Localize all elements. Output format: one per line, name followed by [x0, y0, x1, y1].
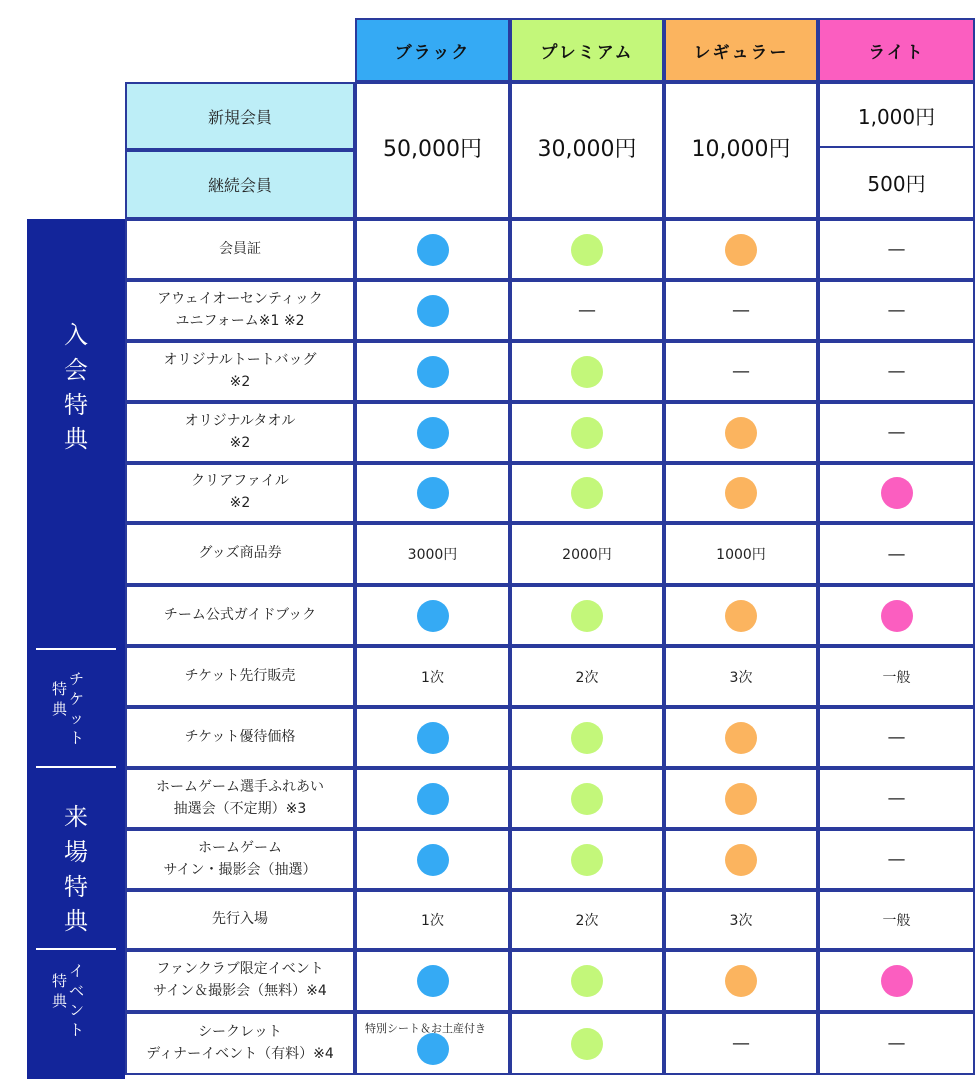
included-dot-icon [725, 844, 757, 876]
included-dot-icon [571, 1028, 603, 1060]
included-dot-icon [725, 234, 757, 266]
included-dot-icon [725, 722, 757, 754]
value-cell-light [818, 402, 975, 463]
feature-label-line: ディナーイベント（有料）※4 [146, 1045, 334, 1062]
category-ticket-col2 [52, 670, 67, 748]
value-cell-premium [510, 1012, 664, 1075]
category-divider [36, 766, 116, 768]
category-event-char: 特 [52, 972, 68, 990]
value-cell-regular [664, 585, 818, 646]
category-ticket-char: 典 [52, 699, 68, 718]
included-dot-icon [417, 844, 449, 876]
feature-label-line: ファンクラブ限定イベント [156, 961, 324, 978]
feature-label-line: クリアファイル [191, 473, 289, 490]
category-event-char: ベ [69, 981, 85, 1000]
value-cell-regular [664, 523, 818, 585]
value-cell-black [355, 950, 510, 1012]
feature-label-line: 会員証 [219, 240, 261, 257]
value-cell-light [818, 523, 975, 585]
included-dot-icon [417, 356, 449, 388]
value-text: 一般 [882, 669, 911, 686]
category-event-char: ン [69, 1001, 85, 1019]
value-cell-black [355, 402, 510, 463]
category-venue-char: 場 [64, 837, 88, 866]
value-cell-light [818, 219, 975, 280]
value-cell-light [818, 829, 975, 890]
category-venue [64, 800, 88, 939]
value-cell-regular [664, 402, 818, 463]
category-venue-char: 来 [64, 803, 88, 831]
value-cell-regular [664, 890, 818, 950]
value-cell-light [818, 646, 975, 707]
category-event [52, 962, 84, 1040]
value-cell-light [818, 585, 975, 646]
price-light-renew: 500円 [818, 146, 975, 219]
not-included-dash: — [732, 1033, 750, 1054]
value-cell-premium [510, 707, 664, 768]
included-dot-icon [725, 783, 757, 815]
feature-label-line: ホームゲーム [198, 839, 282, 856]
category-ticket-char: ケ [69, 689, 85, 708]
value-cell-premium [510, 280, 664, 341]
category-ticket-char: ト [69, 728, 85, 747]
value-cell-light [818, 280, 975, 341]
tier-header-black: ブラック [355, 18, 510, 82]
renew-member-label: 継続会員 [125, 150, 355, 219]
value-cell-regular [664, 219, 818, 280]
feature-label [125, 341, 355, 402]
included-dot-icon [417, 477, 449, 509]
value-cell-black [355, 280, 510, 341]
not-included-dash: — [732, 300, 750, 321]
value-cell-black [355, 341, 510, 402]
included-dot-icon [571, 356, 603, 388]
category-join-char: 特 [64, 390, 88, 419]
feature-label-line: サイン・撮影会（抽選） [163, 861, 317, 878]
category-join-char: 典 [64, 425, 88, 454]
feature-label [125, 585, 355, 646]
category-join [64, 318, 88, 457]
value-cell-regular [664, 768, 818, 829]
feature-label-line: チケット優待価格 [184, 728, 296, 745]
included-dot-icon [417, 1033, 449, 1065]
price-black: 50,000円 [355, 82, 510, 219]
category-divider [36, 948, 116, 950]
value-text: 3次 [729, 669, 753, 686]
value-cell-premium [510, 402, 664, 463]
value-cell-regular [664, 707, 818, 768]
feature-label [125, 219, 355, 280]
feature-label-line: オリジナルタオル [184, 412, 296, 429]
feature-label-line: オリジナルトートバッグ [163, 351, 317, 368]
value-cell-black [355, 585, 510, 646]
category-ticket-col1 [69, 670, 84, 748]
included-dot-icon [571, 477, 603, 509]
included-dot-icon [571, 722, 603, 754]
included-dot-icon [417, 234, 449, 266]
included-dot-icon [417, 965, 449, 997]
not-included-dash: — [887, 422, 906, 443]
not-included-dash: — [732, 361, 750, 382]
value-cell-premium [510, 523, 664, 585]
not-included-dash: — [887, 1033, 906, 1054]
price-light-new: 1,000円 [818, 82, 975, 148]
feature-label-line: チケット先行販売 [184, 667, 296, 684]
feature-label [125, 829, 355, 890]
not-included-dash: — [887, 543, 906, 565]
included-dot-icon [417, 722, 449, 754]
included-dot-icon [881, 477, 913, 509]
value-cell-premium [510, 585, 664, 646]
value-text: 1000円 [716, 547, 766, 563]
feature-label [125, 280, 355, 341]
price-premium: 30,000円 [510, 82, 664, 219]
feature-label-line: チーム公式ガイドブック [163, 606, 317, 623]
not-included-dash: — [578, 300, 596, 321]
not-included-dash: — [887, 849, 906, 870]
included-dot-icon [571, 234, 603, 266]
category-ticket-char: チ [69, 670, 85, 688]
included-dot-icon [417, 295, 449, 327]
value-cell-premium [510, 890, 664, 950]
tier-header-premium: プレミアム [510, 18, 664, 82]
feature-label-line: グッズ商品券 [198, 545, 282, 562]
value-cell-premium [510, 219, 664, 280]
value-cell-premium [510, 768, 664, 829]
value-cell-regular [664, 463, 818, 523]
value-cell-light [818, 463, 975, 523]
feature-label [125, 707, 355, 768]
tier-header-light: ライト [818, 18, 975, 82]
value-text: 一般 [882, 913, 911, 929]
value-cell-black [355, 463, 510, 523]
feature-label-line: ※2 [229, 373, 251, 390]
feature-label-line: 抽選会（不定期）※3 [173, 800, 307, 817]
value-text: 3次 [729, 913, 753, 929]
not-included-dash: — [887, 300, 906, 321]
value-cell-black [355, 523, 510, 585]
feature-label [125, 523, 355, 585]
feature-label [125, 768, 355, 829]
value-cell-black [355, 646, 510, 707]
feature-label [125, 402, 355, 463]
value-cell-regular [664, 646, 818, 707]
special-seat-note: 特別シート＆お土産付き [365, 1022, 486, 1035]
included-dot-icon [417, 600, 449, 632]
value-cell-regular [664, 950, 818, 1012]
category-join-char: 入 [64, 321, 88, 349]
included-dot-icon [571, 417, 603, 449]
included-dot-icon [571, 965, 603, 997]
category-ticket-char: ッ [69, 709, 85, 727]
value-cell-light [818, 768, 975, 829]
value-cell-premium [510, 646, 664, 707]
value-cell-regular [664, 341, 818, 402]
value-cell-black [355, 829, 510, 890]
feature-label-line: ※2 [229, 495, 251, 511]
category-join-char: 会 [64, 355, 88, 384]
value-cell-regular [664, 1012, 818, 1075]
included-dot-icon [571, 844, 603, 876]
not-included-dash: — [887, 788, 906, 809]
category-venue-char: 特 [64, 872, 88, 901]
category-venue-char: 典 [64, 907, 88, 936]
included-dot-icon [571, 600, 603, 632]
feature-label-line: シークレット [198, 1023, 282, 1040]
category-event-col2 [52, 962, 67, 1040]
category-ticket-char: 特 [52, 680, 68, 698]
feature-label-line: ユニフォーム※1 ※2 [175, 312, 305, 329]
value-cell-regular [664, 280, 818, 341]
value-cell-black [355, 768, 510, 829]
included-dot-icon [417, 783, 449, 815]
feature-label-line: サイン＆撮影会（無料）※4 [153, 983, 327, 999]
value-cell-premium [510, 829, 664, 890]
not-included-dash: — [887, 727, 906, 748]
value-cell-black [355, 890, 510, 950]
feature-label-line: 先行入場 [212, 911, 268, 928]
value-text: 1次 [421, 913, 444, 929]
feature-label [125, 950, 355, 1012]
value-cell-black [355, 219, 510, 280]
included-dot-icon [725, 965, 757, 997]
included-dot-icon [571, 783, 603, 815]
category-event-char: 典 [52, 991, 68, 1010]
included-dot-icon [417, 417, 449, 449]
value-text: 2次 [575, 669, 599, 686]
feature-label [125, 1012, 355, 1075]
value-text: 2次 [575, 913, 599, 929]
feature-label [125, 890, 355, 950]
value-cell-light [818, 890, 975, 950]
feature-label-line: アウェイオーセンティック [157, 290, 323, 307]
category-divider [36, 648, 116, 650]
category-ticket [52, 670, 84, 748]
category-event-char: イ [69, 962, 85, 980]
included-dot-icon [725, 477, 757, 509]
feature-label-line: ホームゲーム選手ふれあい [156, 778, 324, 795]
feature-label-line: ※2 [229, 434, 251, 451]
category-event-col1 [69, 962, 84, 1040]
not-included-dash: — [887, 361, 906, 382]
included-dot-icon [725, 600, 757, 632]
feature-label [125, 646, 355, 707]
value-cell-premium [510, 341, 664, 402]
value-text: 1次 [421, 669, 444, 686]
value-cell-premium [510, 463, 664, 523]
included-dot-icon [881, 600, 913, 632]
value-cell-light [818, 950, 975, 1012]
value-cell-light [818, 1012, 975, 1075]
value-cell-regular [664, 829, 818, 890]
category-event-char: ト [69, 1020, 85, 1039]
value-cell-light [818, 341, 975, 402]
value-cell-light [818, 707, 975, 768]
price-regular: 10,000円 [664, 82, 818, 219]
new-member-label: 新規会員 [125, 82, 355, 150]
included-dot-icon [881, 965, 913, 997]
feature-label [125, 463, 355, 523]
value-text: 2000円 [562, 547, 612, 563]
value-cell-black [355, 707, 510, 768]
value-text: 3000円 [407, 547, 458, 563]
value-cell-premium [510, 950, 664, 1012]
tier-header-regular: レギュラー [664, 18, 818, 82]
included-dot-icon [725, 417, 757, 449]
not-included-dash: — [887, 239, 906, 260]
